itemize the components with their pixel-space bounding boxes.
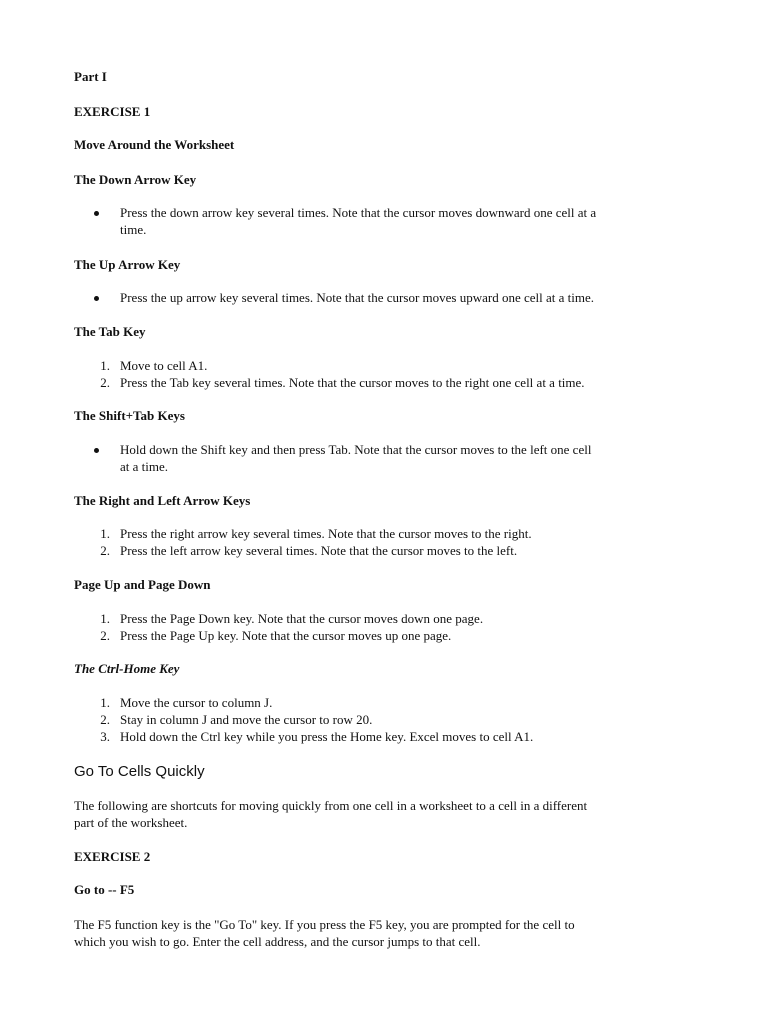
exercise-1-title: EXERCISE 1 <box>74 104 151 119</box>
list-item-text: Press the up arrow key several times. Note that the cursor moves upward one cell at a time. <box>120 290 594 305</box>
bullet-icon <box>94 448 99 453</box>
paragraph-line: which you wish to go. Enter the cell address, and the cursor jumps to that cell. <box>74 934 481 949</box>
list-item <box>94 441 694 475</box>
paragraph-line: The following are shortcuts for moving quickly from one cell in a worksheet to a cell in a different <box>74 798 588 813</box>
list-item <box>94 357 694 374</box>
list-number: 2. <box>100 712 110 727</box>
list-item-text: time. <box>120 222 147 237</box>
f5-paragraph <box>74 916 694 950</box>
section-heading-right-left: The Right and Left Arrow Keys <box>74 493 251 508</box>
list-item-text: Stay in column J and move the cursor to row 20. <box>120 712 373 727</box>
list-item-text: Hold down the Ctrl key while you press the Home key. Excel moves to cell A1. <box>120 729 534 744</box>
list-item <box>94 694 694 711</box>
list-item <box>94 204 694 238</box>
go-to-cells-heading: Go To Cells Quickly <box>74 763 205 780</box>
bullet-icon <box>94 296 99 301</box>
list-number: 1. <box>100 358 110 373</box>
exercise-2-title: EXERCISE 2 <box>74 849 151 864</box>
list-item-text: Press the Page Down key. Note that the cursor moves down one page. <box>120 611 484 626</box>
list-item <box>94 728 694 745</box>
list-item-text: Press the Tab key several times. Note that the cursor moves to the right one cell at a time. <box>120 375 585 390</box>
paragraph-line: The F5 function key is the "Go To" key. If you press the F5 key, you are prompted for the cell to <box>74 917 575 932</box>
list-number: 1. <box>100 611 110 626</box>
list-number: 1. <box>100 695 110 710</box>
list-item-text: Hold down the Shift key and then press Tab. Note that the cursor moves to the left one cell <box>120 442 592 457</box>
list-item-text: Move the cursor to column J. <box>120 695 273 710</box>
list-number: 2. <box>100 543 110 558</box>
list-item <box>94 525 694 542</box>
list-number: 3. <box>100 729 110 744</box>
list-item-text: Move to cell A1. <box>120 358 208 373</box>
list-item <box>94 610 694 627</box>
list-item-text: Press the left arrow key several times. Note that the cursor moves to the left. <box>120 543 518 558</box>
list-item <box>94 627 694 644</box>
section-heading-page-up-down: Page Up and Page Down <box>74 577 211 592</box>
list-item <box>94 374 694 391</box>
section-heading-up-arrow: The Up Arrow Key <box>74 257 181 272</box>
section-heading-go-to-f5: Go to -- F5 <box>74 882 135 897</box>
list-item <box>94 711 694 728</box>
list-number: 1. <box>100 526 110 541</box>
section-heading-tab: The Tab Key <box>74 324 146 339</box>
paragraph-line: part of the worksheet. <box>74 815 188 830</box>
list-item-text: at a time. <box>120 459 169 474</box>
list-item <box>94 542 694 559</box>
section-heading-move: Move Around the Worksheet <box>74 137 235 152</box>
part-title: Part I <box>74 69 107 84</box>
list-number: 2. <box>100 375 110 390</box>
section-heading-shift-tab: The Shift+Tab Keys <box>74 408 185 423</box>
list-item-text: Press the down arrow key several times. Note that the cursor moves downward one cell at a <box>120 205 597 220</box>
list-number: 2. <box>100 628 110 643</box>
bullet-icon <box>94 211 99 216</box>
list-item-text: Press the Page Up key. Note that the cursor moves up one page. <box>120 628 452 643</box>
list-item-text: Press the right arrow key several times. Note that the cursor moves to the right. <box>120 526 532 541</box>
go-to-paragraph <box>74 797 694 831</box>
section-heading-ctrl-home: The Ctrl-Home Key <box>74 661 180 676</box>
list-item <box>94 289 694 306</box>
section-heading-down-arrow: The Down Arrow Key <box>74 172 197 187</box>
